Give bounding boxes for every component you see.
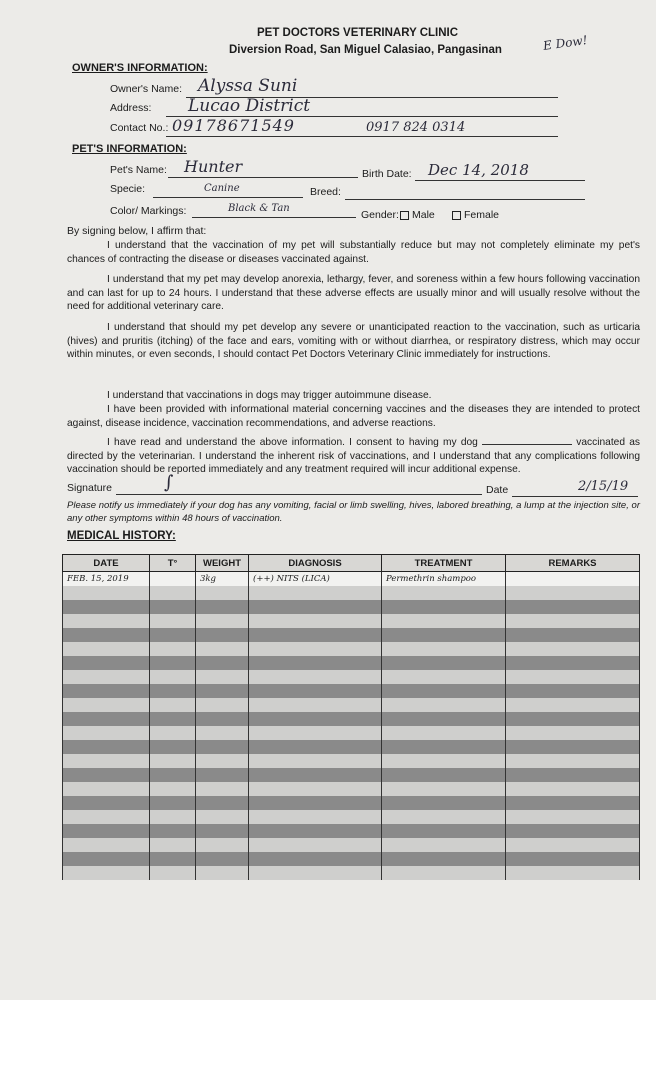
consent-paragraph-4 [67,389,640,403]
table-cell [382,754,506,768]
table-cell [506,768,640,782]
table-cell [249,754,382,768]
table-cell [196,684,249,698]
gender-female-option [452,209,499,221]
table-cell [63,614,150,628]
table-cell [196,824,249,838]
table-cell [150,642,196,656]
table-cell [382,726,506,740]
table-cell [196,642,249,656]
table-cell [196,810,249,824]
table-cell [249,852,382,866]
table-cell [196,600,249,614]
consent-paragraph-3 [67,321,640,362]
table-cell [382,600,506,614]
table-cell [150,782,196,796]
table-cell [249,866,382,880]
date-label: Date [486,484,509,496]
column-header-date: DATE [63,555,150,572]
table-cell [196,740,249,754]
contact-label: Contact No.: [110,122,169,134]
table-cell [249,684,382,698]
table-cell [249,698,382,712]
table-cell [63,698,150,712]
pet-name-label: Pet's Name: [110,164,167,176]
signature-mark: ∫ [164,472,174,493]
table-cell [249,642,382,656]
table-row [63,838,640,852]
table-cell [63,586,150,600]
table-cell [150,698,196,712]
table-cell [63,628,150,642]
cell-remarks [506,572,640,587]
table-row [63,698,640,712]
pet-name-value: Hunter [184,157,243,176]
table-row [63,600,640,614]
table-cell [382,852,506,866]
table-cell [506,684,640,698]
table-cell [382,712,506,726]
table-cell [506,796,640,810]
table-cell [196,712,249,726]
table-cell [63,824,150,838]
table-cell [63,726,150,740]
medical-history-table [62,554,640,880]
table-cell [63,866,150,880]
table-cell [63,810,150,824]
table-row [63,782,640,796]
table-cell [63,670,150,684]
specie-line [153,197,303,198]
table-cell [196,670,249,684]
table-cell [382,740,506,754]
table-cell [506,670,640,684]
table-cell [249,614,382,628]
table-cell [63,740,150,754]
address-value: Lucao District [188,96,311,116]
table-cell [506,754,640,768]
date-value: 2/15/19 [578,479,629,494]
signature-label: Signature [67,482,112,494]
table-cell [150,684,196,698]
table-row [63,866,640,880]
color-label: Color/ Markings: [110,205,187,217]
consent-paragraph-2-text: I understand that my pet may develop anorexia, lethargy, fever, and soreness within a few hours following vaccination and can last for up to 24 hours. I understand that these adverse effects are usually minor and will usually resolve without the need for additional veterinary care. [67,274,640,312]
specie-label: Specie: [110,183,146,195]
table-row [63,586,640,600]
table-cell [506,726,640,740]
table-cell [506,586,640,600]
table-cell [63,684,150,698]
table-cell [506,656,640,670]
table-cell [196,782,249,796]
consent-paragraph-1-text: I understand that the vaccination of my pet will substantially reduce but may not completely eliminate my pet's chances of contracting the disease or diseases vaccinated against. [67,240,640,265]
checkbox-icon [452,211,461,220]
table-cell [150,670,196,684]
table-row [63,852,640,866]
cell-diagnosis: (++) NITS (LICA) [249,572,382,587]
consent-paragraph-5-text: I have been provided with informational material concerning vaccines and the diseases they are intended to protect against, disease incidence, vaccination recommendations, and adverse reactions. [67,404,640,429]
table-cell [150,586,196,600]
consent-paragraph-6 [67,436,640,477]
gender-label: Gender: [361,209,399,221]
table-cell [150,866,196,880]
table-cell [63,852,150,866]
table-cell [63,782,150,796]
table-cell [382,698,506,712]
table-cell [150,614,196,628]
table-cell [196,614,249,628]
table-row [63,824,640,838]
table-cell [150,838,196,852]
pet-section-title: PET'S INFORMATION: [72,143,187,155]
table-cell [150,726,196,740]
column-header-treatment: TREATMENT [382,555,506,572]
table-cell [150,656,196,670]
table-cell [506,614,640,628]
table-row [63,642,640,656]
table-cell [506,782,640,796]
table-cell [249,726,382,740]
table-cell [382,768,506,782]
table-cell [196,726,249,740]
table-cell [249,768,382,782]
table-cell [506,642,640,656]
table-cell [506,838,640,852]
breed-line [345,199,585,200]
table-cell [150,852,196,866]
table-cell [249,824,382,838]
table-row [63,810,640,824]
consent-paragraph-5 [67,403,640,430]
cell-weight: 3kg [196,572,249,587]
consent-paragraph-6a-text: I have read and understand the above information. I consent to having my dog [107,437,478,448]
birth-date-value: Dec 14, 2018 [428,161,529,179]
table-cell [506,712,640,726]
cell-treatment: Permethrin shampoo [382,572,506,587]
consent-paragraph-3-text: I understand that should my pet develop any severe or unanticipated reaction to the vaccination, such as urticaria (hives) and pruritis (itching) of the face and ears, vomiting with or without diarrhea, or respiratory distress, which may occur within minutes, or even seconds, I should contact Pet Doctors Veterinary Clinic immediately for instructions. [67,322,640,360]
contact-line [166,136,558,137]
medical-history-title: MEDICAL HISTORY: [67,530,176,542]
table-cell [382,614,506,628]
table-cell [382,782,506,796]
table-cell [382,656,506,670]
table-cell [63,642,150,656]
table-cell [382,670,506,684]
table-cell [249,712,382,726]
date-line [512,496,638,497]
margin-note: E Dow! [542,32,589,54]
table-cell [382,642,506,656]
table-row [63,740,640,754]
table-cell [196,628,249,642]
table-cell [150,810,196,824]
notice-text-content: Please notify us immediately if your dog has any vomiting, facial or limb swelling, hives, labored breathing, a lump at the injection site, or any other symptoms within 48 hours of vaccination. [67,500,640,524]
table-cell [249,782,382,796]
table-cell [382,586,506,600]
column-header-diagnosis: DIAGNOSIS [249,555,382,572]
contact-value-2: 0917 824 0314 [366,120,466,135]
cell-temp [150,572,196,587]
color-value: Black & Tan [228,203,290,214]
table-cell [196,754,249,768]
notice-text [67,500,640,525]
table-cell [382,838,506,852]
table-row [63,726,640,740]
gender-male-option [400,209,435,221]
table-cell [63,838,150,852]
owner-section-title: OWNER'S INFORMATION: [72,62,208,74]
table-row [63,768,640,782]
table-cell [150,712,196,726]
table-cell [196,796,249,810]
table-cell [382,824,506,838]
table-cell [382,628,506,642]
specie-value: Canine [204,183,240,194]
table-row [63,712,640,726]
cell-date: FEB. 15, 2019 [63,572,150,587]
column-header-temp: T° [150,555,196,572]
gender-female-label: Female [464,209,500,221]
table-cell [249,600,382,614]
table-cell [506,600,640,614]
table-cell [150,768,196,782]
table-cell [196,768,249,782]
pet-name-line [168,177,358,178]
color-line [192,217,356,218]
table-cell [196,852,249,866]
table-cell [150,740,196,754]
consent-paragraph-1 [67,239,640,266]
table-cell [249,810,382,824]
table-cell [63,768,150,782]
table-cell [249,740,382,754]
consent-paragraph-4-text: I understand that vaccinations in dogs may trigger autoimmune disease. [107,390,432,401]
table-cell [63,712,150,726]
table-row [63,614,640,628]
table-cell [506,852,640,866]
owner-name-value: Alyssa Suni [198,76,298,96]
table-cell [382,866,506,880]
table-cell [506,740,640,754]
column-header-weight: WEIGHT [196,555,249,572]
table-row [63,670,640,684]
table-cell [150,824,196,838]
owner-name-label: Owner's Name: [110,83,183,95]
table-cell [196,838,249,852]
table-cell [150,796,196,810]
table-cell [506,824,640,838]
breed-label: Breed: [310,186,341,198]
table-cell [382,810,506,824]
table-cell [63,754,150,768]
table-cell [196,698,249,712]
column-header-remarks: REMARKS [506,555,640,572]
table-cell [196,656,249,670]
table-cell [249,670,382,684]
table-cell [63,600,150,614]
address-label: Address: [110,102,152,114]
table-row [63,628,640,642]
clinic-name: PET DOCTORS VETERINARY CLINIC [257,27,459,39]
table-cell [506,866,640,880]
table-cell [150,754,196,768]
table-cell [249,838,382,852]
checkbox-icon [400,211,409,220]
table-cell [150,600,196,614]
consent-paragraph-6b-text: vaccinated as directed by the veterinarian. I understand the inherent risk of vaccinations, and I understand that any complications following vaccination should be reported immediately and any treatment required will incur additional expense. [67,437,640,475]
consent-paragraph-2 [67,273,640,314]
table-cell [506,810,640,824]
table-cell [150,628,196,642]
table-cell [63,796,150,810]
birth-date-line [415,180,585,181]
table-cell [249,656,382,670]
table-cell [382,684,506,698]
table-row [63,796,640,810]
table-cell [382,796,506,810]
table-row [63,572,640,587]
table-cell [63,656,150,670]
table-cell [249,628,382,642]
table-row [63,656,640,670]
table-header-row [63,555,640,572]
consent-intro: By signing below, I affirm that: [67,225,207,237]
table-cell [506,698,640,712]
table-cell [196,586,249,600]
table-cell [506,628,640,642]
gender-male-label: Male [412,209,435,221]
birth-date-label: Birth Date: [362,168,412,180]
table-cell [249,796,382,810]
contact-value-1: 09178671549 [172,116,295,135]
clinic-address: Diversion Road, San Miguel Calasiao, Pangasinan [229,44,502,56]
table-row [63,754,640,768]
table-cell [249,586,382,600]
table-row [63,684,640,698]
table-cell [196,866,249,880]
signature-line [116,494,482,495]
